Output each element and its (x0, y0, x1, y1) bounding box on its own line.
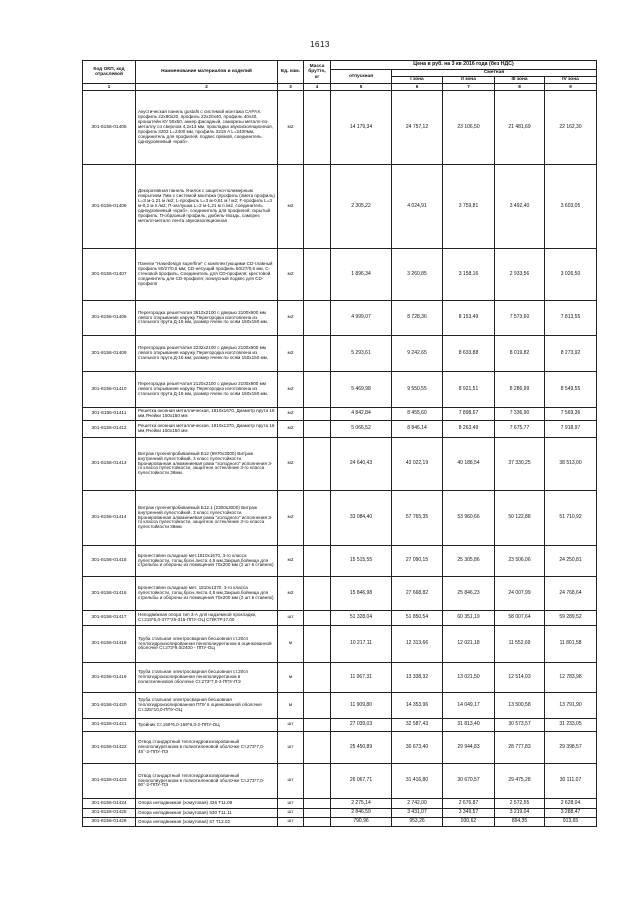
price-zone-4: 3 603,05 (545, 165, 597, 249)
table-row (83, 438, 597, 491)
item-unit: шт (278, 809, 304, 818)
item-unit: м2 (278, 438, 304, 491)
price-zone-2: 3 158,16 (443, 249, 495, 301)
price-zone-3: 7 675,77 (495, 421, 545, 438)
item-unit: шт (278, 764, 304, 799)
price-zone-4: 7 569,36 (545, 408, 597, 421)
item-code: 301-8156-01405 (83, 91, 136, 165)
header-estimate: Сметная (392, 70, 597, 77)
price-zone-4: 8 549,55 (545, 372, 597, 408)
item-code: 301-8156-01417 (83, 611, 136, 626)
price-zone-1: 43 022,19 (392, 438, 443, 491)
item-mass (304, 438, 331, 491)
table-row (83, 249, 597, 301)
price-release: 1 896,34 (331, 249, 392, 301)
price-zone-4: 12 783,98 (545, 663, 597, 693)
item-unit: м2 (278, 408, 304, 421)
item-code: 301-8156-01420 (83, 693, 136, 719)
item-unit: м2 (278, 165, 304, 249)
price-zone-1: 27 668,82 (392, 577, 443, 611)
table-row (83, 818, 597, 827)
price-zone-2: 30 670,57 (443, 764, 495, 799)
price-zone-4: 11 801,58 (545, 626, 597, 663)
item-unit: м2 (278, 336, 304, 372)
price-zone-3: 2 933,56 (495, 249, 545, 301)
price-zone-1: 3 260,85 (392, 249, 443, 301)
item-code: 301-8156-01426 (83, 818, 136, 827)
price-zone-2: 53 960,66 (443, 491, 495, 546)
price-zone-1: 30 673,40 (392, 732, 443, 764)
item-name: Труба стальная электросварная бесшовная ст.20сп теплогидроизолированная пенополиуретаном в полиэтиленовой оболочке Ст.273*7,0-2-ППУ-ПЭ (136, 663, 278, 693)
item-mass (304, 577, 331, 611)
price-zone-1: 953,26 (392, 818, 443, 827)
price-zone-4: 913,65 (545, 818, 597, 827)
table-row (83, 611, 597, 626)
price-zone-3: 7 336,90 (495, 408, 545, 421)
price-release: 5 066,52 (331, 421, 392, 438)
price-zone-2: 2 676,87 (443, 799, 495, 809)
price-zone-4: 30 111,07 (545, 764, 597, 799)
price-zone-4: 29 398,57 (545, 732, 597, 764)
price-release: 4 999,07 (331, 301, 392, 336)
item-mass (304, 249, 331, 301)
price-release: 25 450,89 (331, 732, 392, 764)
table-row (83, 165, 597, 249)
item-name: Акустическая панель gustafs с системой монтажа САРАХ. профиль 22х80х20, профиль 22х20х40, профиль 40х40, кронштейн КУ 50х50, анкер фасадный, саморезы металл-по-металлу со сверлом 4,2х13 мм, прокладка звукоизоляционная, профиль 3202 L=2400 мм, профиль 3218 A L=2400мм, соединитель для профилей, подвес прямой, соединитель одноуровневый «краб». (136, 91, 278, 165)
price-zone-3: 11 552,69 (495, 626, 545, 663)
table-row (83, 809, 597, 818)
item-name: Труба стальная электросварная бесшовная теплогидроизолированная ППУ в оцинкованной оболочке Ст.325*10,0-ППУ-ОЦ (136, 693, 278, 719)
price-zone-4: 38 513,00 (545, 438, 597, 491)
price-zone-3: 28 777,83 (495, 732, 545, 764)
price-release: 14 179,34 (331, 91, 392, 165)
price-zone-3: 12 514,03 (495, 663, 545, 693)
price-zone-4: 3 026,50 (545, 249, 597, 301)
item-mass (304, 732, 331, 764)
item-code: 301-8156-01408 (83, 301, 136, 336)
item-code: 301-8156-01409 (83, 336, 136, 372)
item-unit: м (278, 626, 304, 663)
item-code: 301-8156-01406 (83, 165, 136, 249)
price-zone-4: 8 273,92 (545, 336, 597, 372)
price-zone-2: 930,62 (443, 818, 495, 827)
item-name: Опора неподвижная (хомутовая) 426 Т11.09 (136, 799, 278, 809)
price-zone-3: 8 019,82 (495, 336, 545, 372)
item-name: Неподвижная опора тип 3-А для надземной прокладки, Ст.219*6,0-377*25-315-ППУ-ОЦ СП/КТР.17.00 (136, 611, 278, 626)
column-number: 7 (443, 84, 495, 91)
page-number: 1613 (310, 40, 330, 49)
item-name: Витраж пуленепробиваемый Б12 (6970х3000) Витраж внутренний пулестойкий, 3 класс пулестойкости. Бронированная алюминиевая рама "холодного" исполнения 3-го класса пулестойкости, защитное остекление 3-го класса пулестойкости 36мм. (136, 438, 278, 491)
item-unit: м2 (278, 249, 304, 301)
price-zone-2: 40 188,54 (443, 438, 495, 491)
item-name: Решетка оконная металлическая, 1810х1670, Диаметр прута 16 мм,Ячейки 150х150 мм (136, 408, 278, 421)
price-zone-1: 8 846,14 (392, 421, 443, 438)
item-name: Решетка оконная металлическая, 1810х1370, Диаметр прута 16 мм,Ячейки 150х150 мм (136, 421, 278, 438)
price-zone-1: 31 416,80 (392, 764, 443, 799)
price-zone-3: 894,35 (495, 818, 545, 827)
price-zone-2: 3 759,81 (443, 165, 495, 249)
column-number: 8 (495, 84, 545, 91)
price-zone-3: 3 492,40 (495, 165, 545, 249)
item-mass (304, 165, 331, 249)
item-mass (304, 301, 331, 336)
price-zone-4: 59 289,52 (545, 611, 597, 626)
item-code: 301-8156-01407 (83, 249, 136, 301)
price-release: 24 640,43 (331, 438, 392, 491)
price-zone-2: 8 921,51 (443, 372, 495, 408)
price-zone-4: 22 162,30 (545, 91, 597, 165)
price-zone-2: 8 153,49 (443, 301, 495, 336)
item-name: Перегородка решетчатая 3610х2100 с дверью 2100х900 мм левого открывания наружу Перегородка изготовлена из стального прута Д-16 мм, размер ячеек по осям 150х150 мм. (136, 301, 278, 336)
table-row (83, 764, 597, 799)
item-unit: м2 (278, 577, 304, 611)
price-zone-3: 29 475,28 (495, 764, 545, 799)
table-row (83, 421, 597, 438)
table-row (83, 372, 597, 408)
item-name: Отвод стандартный теплогидроизолированный пенополиуретаном в полиэтиленовой оболочке Ст.273*7,0-45°-2-ППУ-ПЭ (136, 732, 278, 764)
column-number: 2 (136, 84, 278, 91)
header-code: Код ОКП, код отраслевой (83, 61, 136, 84)
item-unit: м2 (278, 421, 304, 438)
item-name: Опора неподвижная (хомутовая) 530 Т11.11 (136, 809, 278, 818)
price-zone-3: 3 219,04 (495, 809, 545, 818)
item-mass (304, 799, 331, 809)
price-zone-3: 7 573,60 (495, 301, 545, 336)
price-release: 26 067,71 (331, 764, 392, 799)
table-row (83, 546, 597, 577)
price-zone-4: 7 813,55 (545, 301, 597, 336)
item-unit: шт (278, 799, 304, 809)
price-zone-3: 24 007,99 (495, 577, 545, 611)
item-mass (304, 336, 331, 372)
price-zone-3: 58 007,64 (495, 611, 545, 626)
price-release: 2 846,59 (331, 809, 392, 818)
table-row (83, 301, 597, 336)
item-unit: м2 (278, 91, 304, 165)
price-zone-2: 14 049,17 (443, 693, 495, 719)
price-release: 4 842,84 (331, 408, 392, 421)
item-name: Отвод стандартный теплогидроизолированный пенополиуретаном в полиэтиленовой оболочке Ст.273*7,0-90°-2-ППУ-ПЭ (136, 764, 278, 799)
item-name: Бронеставни складные мет.1810х1670, 3-го класса пулестойкости, толщ.брон.листа 4,5 мм,Закрыв.бойница для стрельбы и обороны из помещения 70х200 мм (2 шт в ставнях) (136, 546, 278, 577)
price-zone-1: 51 850,54 (392, 611, 443, 626)
price-zone-1: 32 587,43 (392, 719, 443, 732)
header-zone-3: III зона (495, 77, 545, 84)
item-mass (304, 719, 331, 732)
header-unit: Ед. изм. (278, 61, 304, 84)
price-zone-1: 27 090,15 (392, 546, 443, 577)
header-price-group: Цена в руб. на 3 кв 2016 года (без НДС) (331, 61, 597, 70)
item-code: 301-8156-01421 (83, 719, 136, 732)
item-unit: м2 (278, 546, 304, 577)
header-zone-4: IV зона (545, 77, 597, 84)
item-code: 301-8156-01414 (83, 491, 136, 546)
price-zone-3: 13 500,58 (495, 693, 545, 719)
price-zone-3: 37 330,25 (495, 438, 545, 491)
price-zone-1: 24 757,12 (392, 91, 443, 165)
price-zone-3: 2 572,55 (495, 799, 545, 809)
table-row (83, 577, 597, 611)
header-zone-1: I зона (392, 77, 443, 84)
item-mass (304, 408, 331, 421)
price-zone-2: 29 944,83 (443, 732, 495, 764)
header-name: Наименование материалов и изделий (136, 61, 278, 84)
price-release: 33 084,40 (331, 491, 392, 546)
item-unit: шт (278, 719, 304, 732)
item-code: 301-8156-01416 (83, 577, 136, 611)
item-name: Витраж пуленепробиваемый Б12.1 (2300х3000) Витраж внутренний пулестойкий, 3 класс пулестойкости. Бронированная алюминиевая рама "холодного" исполнения 3-го класса пулестойкости, защитное остекление 3-го класса пулестойкости 36мм (136, 491, 278, 546)
price-release: 2 275,14 (331, 799, 392, 809)
item-code: 301-8156-01423 (83, 764, 136, 799)
item-code: 301-8156-01422 (83, 732, 136, 764)
price-zone-4: 31 233,05 (545, 719, 597, 732)
price-zone-2: 31 813,40 (443, 719, 495, 732)
header-mass: Масса брутто, кг (304, 61, 331, 84)
item-code: 301-8156-01412 (83, 421, 136, 438)
price-zone-1: 8 728,36 (392, 301, 443, 336)
price-zone-1: 8 455,60 (392, 408, 443, 421)
price-zone-2: 25 305,86 (443, 546, 495, 577)
price-zone-2: 12 021,18 (443, 626, 495, 663)
column-number: 6 (392, 84, 443, 91)
table-row (83, 663, 597, 693)
item-name: Бронеставни складные мет. 1810х1370, 3-го класса пулестойкости, толщ.брон.листа 4,5 мм,Закрыв.бойница для стрельбы и обороны из помещения 70х200 мм (2 шт в ставнях) (136, 577, 278, 611)
item-code: 301-8156-01411 (83, 408, 136, 421)
table-row (83, 626, 597, 663)
price-zone-3: 8 286,99 (495, 372, 545, 408)
price-release: 790,96 (331, 818, 392, 827)
item-code: 301-8156-01425 (83, 809, 136, 818)
price-zone-4: 51 710,92 (545, 491, 597, 546)
item-code: 301-8156-01413 (83, 438, 136, 491)
price-zone-2: 7 898,67 (443, 408, 495, 421)
item-unit: шт (278, 818, 304, 827)
column-number: 9 (545, 84, 597, 91)
table-row (83, 336, 597, 372)
column-number: 3 (278, 84, 304, 91)
price-zone-4: 2 628,04 (545, 799, 597, 809)
price-zone-3: 23 506,06 (495, 546, 545, 577)
item-name: Опора неподвижная (хомутовая) 57 Т12.02 (136, 818, 278, 827)
price-release: 10 217,11 (331, 626, 392, 663)
price-release: 15 515,55 (331, 546, 392, 577)
item-unit: м (278, 663, 304, 693)
item-mass (304, 693, 331, 719)
item-mass (304, 764, 331, 799)
price-zone-2: 3 349,57 (443, 809, 495, 818)
price-zone-1: 3 431,07 (392, 809, 443, 818)
price-table (82, 60, 597, 827)
price-zone-1: 4 024,91 (392, 165, 443, 249)
table-row (83, 491, 597, 546)
price-zone-2: 8 263,49 (443, 421, 495, 438)
item-mass (304, 818, 331, 827)
price-release: 5 469,98 (331, 372, 392, 408)
item-code: 301-8156-01418 (83, 626, 136, 663)
price-zone-1: 57 765,35 (392, 491, 443, 546)
price-zone-2: 25 846,23 (443, 577, 495, 611)
price-release: 2 305,22 (331, 165, 392, 249)
column-number: 4 (304, 84, 331, 91)
item-unit: шт (278, 732, 304, 764)
price-zone-1: 9 242,65 (392, 336, 443, 372)
price-release: 5 293,61 (331, 336, 392, 372)
item-unit: шт (278, 611, 304, 626)
header-zone-2: II зона (443, 77, 495, 84)
item-mass (304, 91, 331, 165)
item-name: Перегородка решетчатая 2120х2100 с дверью 2100х900 мм левого открывания наружу Перегородка изготовлена из стального прута Д-16 мм, размер ячеек по осям 150х150 мм. (136, 372, 278, 408)
table-row (83, 408, 597, 421)
item-code: 301-8156-01415 (83, 546, 136, 577)
item-name: Перегородка решетчатая 2232х2100 с дверью 2100х900 мм левого открывания наружу Перегородка изготовлена из стального прута Д-16 мм, размер ячеек по осям 150х150 мм. (136, 336, 278, 372)
price-zone-3: 30 573,57 (495, 719, 545, 732)
table-row (83, 719, 597, 732)
price-zone-1: 2 742,00 (392, 799, 443, 809)
column-number-row (83, 84, 597, 91)
item-name: Тройник Ст.159*6,0-159*6,0-2-ППУ-ОЦ (136, 719, 278, 732)
item-mass (304, 491, 331, 546)
item-unit: м2 (278, 491, 304, 546)
price-release: 11 909,80 (331, 693, 392, 719)
price-zone-1: 14 353,96 (392, 693, 443, 719)
header-release: отпускная (331, 70, 392, 84)
item-mass (304, 611, 331, 626)
price-zone-4: 24 250,81 (545, 546, 597, 577)
table-row (83, 91, 597, 165)
price-release: 15 846,98 (331, 577, 392, 611)
price-zone-1: 13 338,32 (392, 663, 443, 693)
price-release: 51 328,04 (331, 611, 392, 626)
item-name: Труба стальная электросварная бесшовная ст.20сп теплогидроизолированная пенополиуретаном в оцинкованной оболочке Ст.273*9,0/2400 - ППУ-ОЦ (136, 626, 278, 663)
price-zone-2: 23 106,50 (443, 91, 495, 165)
price-zone-4: 7 918,97 (545, 421, 597, 438)
table-row (83, 732, 597, 764)
item-unit: м (278, 693, 304, 719)
price-zone-2: 60 351,19 (443, 611, 495, 626)
table-row (83, 799, 597, 809)
item-name: Панели "Hasedesign superfine" с комплектующими CD-главный профиль 60/27/0,6 мм; CD-несущий профиль 60/27/0,6 мм, С-стеновой профиль, Соединитель для CD-профиля; крестовой соединитель для CD-профиля; нониусный подвес для CD-профиля (136, 249, 278, 301)
item-name: Декоративная панель Унилок с защитно-полимерным покрытием 7мм с системой монтажа (профиль (омега профиль) L=3 м-1,21 м /м2; L-профиль L=3 м-0,61 м / м2; F-профиль L=3 м-0,2 м п./м2, П-заглушка L=3 м-1,21 м п./м2, соединитель одноуровневый «краб», соединитель для профилей, скрытый профиль, П-образный профиль, дюбель-гвоздь, саморез металл-металл лента звукоизоляционная (136, 165, 278, 249)
table-row (83, 693, 597, 719)
price-zone-2: 13 021,50 (443, 663, 495, 693)
price-zone-4: 3 288,47 (545, 809, 597, 818)
price-zone-4: 13 791,90 (545, 693, 597, 719)
item-code: 301-8156-01419 (83, 663, 136, 693)
item-mass (304, 809, 331, 818)
price-zone-3: 50 122,88 (495, 491, 545, 546)
price-zone-1: 9 550,55 (392, 372, 443, 408)
item-mass (304, 626, 331, 663)
item-code: 301-8156-01424 (83, 799, 136, 809)
price-release: 11 067,31 (331, 663, 392, 693)
price-zone-2: 8 633,88 (443, 336, 495, 372)
item-unit: м2 (278, 301, 304, 336)
item-code: 301-8156-01410 (83, 372, 136, 408)
item-mass (304, 421, 331, 438)
item-mass (304, 663, 331, 693)
price-zone-1: 12 313,66 (392, 626, 443, 663)
item-mass (304, 546, 331, 577)
item-unit: м2 (278, 372, 304, 408)
price-release: 27 039,03 (331, 719, 392, 732)
price-zone-3: 21 481,69 (495, 91, 545, 165)
price-zone-4: 24 768,64 (545, 577, 597, 611)
column-number: 1 (83, 84, 136, 91)
item-mass (304, 372, 331, 408)
column-number: 5 (331, 84, 392, 91)
